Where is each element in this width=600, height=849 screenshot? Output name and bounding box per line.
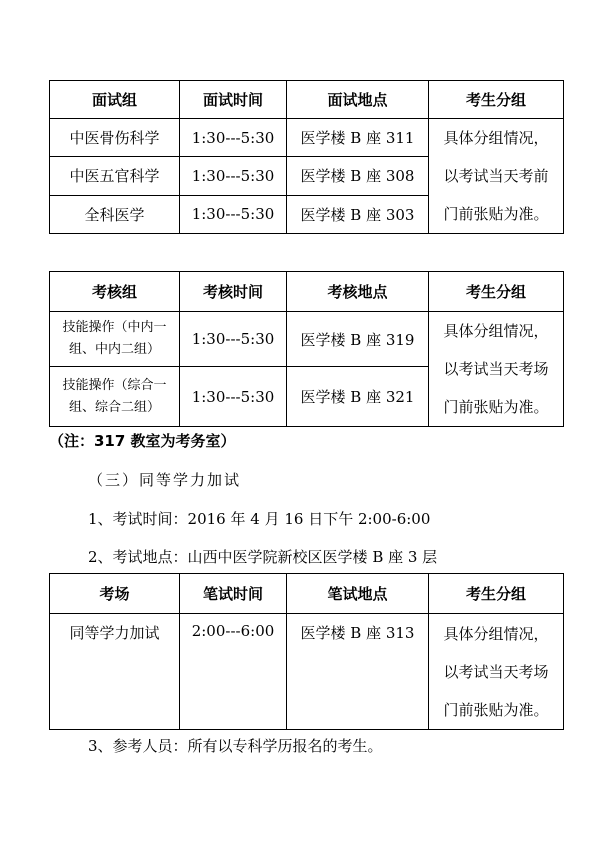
place-cell: 医学楼 B 座 321 <box>287 367 429 427</box>
exam-office-note: （注：317 教室为考务室） <box>49 432 236 450</box>
place-cell: 医学楼 B 座 308 <box>287 157 429 195</box>
time-cell: 1:30---5:30 <box>180 157 287 195</box>
grouping-note-cell <box>429 312 564 427</box>
place-cell: 医学楼 B 座 311 <box>287 119 429 157</box>
table-row <box>50 119 564 157</box>
time-cell: 1:30---5:30 <box>180 195 287 233</box>
group-line: 组、中内二组） <box>68 342 160 358</box>
grouping-note-line: 具体分组情况， <box>443 129 549 147</box>
time-cell: 1:30---5:30 <box>180 367 287 427</box>
group-cell: 全科医学 <box>50 195 180 233</box>
header-interview-time: 面试时间 <box>180 81 287 119</box>
exam-time-item: 1、考试时间：2016 年 4 月 16 日下午 2:00-6:00 <box>88 510 431 528</box>
group-cell: 中医骨伤科学 <box>50 119 180 157</box>
group-line: 组、综合二组） <box>68 399 160 415</box>
interview-table <box>49 80 564 234</box>
group-cell <box>50 367 180 427</box>
header-assessment-place: 考核地点 <box>287 272 429 312</box>
assessment-table <box>49 271 564 427</box>
grouping-note-line: 具体分组情况， <box>443 624 549 643</box>
group-cell: 同等学力加试 <box>50 614 180 730</box>
table-row <box>50 312 564 367</box>
grouping-note-line: 具体分组情况， <box>443 322 549 340</box>
grouping-note-line: 以考试当天考场 <box>443 360 549 378</box>
group-cell: 中医五官科学 <box>50 157 180 195</box>
group-cell <box>50 312 180 367</box>
grouping-note-cell <box>429 119 564 234</box>
header-candidate-group: 考生分组 <box>429 272 564 312</box>
grouping-note-line: 以考试当天考前 <box>443 167 549 185</box>
exam-location-item: 2、考试地点：山西中医学院新校区医学楼 B 座 3 层 <box>88 548 438 566</box>
grouping-note-line: 门前张贴为准。 <box>443 205 549 223</box>
place-cell: 医学楼 B 座 303 <box>287 195 429 233</box>
header-assessment-time: 考核时间 <box>180 272 287 312</box>
participants-item: 3、参考人员：所有以专科学历报名的考生。 <box>88 737 383 755</box>
header-candidate-group: 考生分组 <box>429 81 564 119</box>
grouping-note-line: 门前张贴为准。 <box>443 398 549 416</box>
grouping-note-cell <box>429 614 564 730</box>
header-candidate-group: 考生分组 <box>429 574 564 614</box>
header-assessment-group: 考核组 <box>50 272 180 312</box>
header-written-time: 笔试时间 <box>180 574 287 614</box>
section-title: （三）同等学力加试 <box>88 471 242 489</box>
table-row <box>50 614 564 730</box>
grouping-note-line: 以考试当天考场 <box>443 662 549 681</box>
place-cell: 医学楼 B 座 313 <box>287 614 429 730</box>
time-cell: 1:30---5:30 <box>180 119 287 157</box>
group-line: 技能操作（综合一 <box>62 377 167 393</box>
header-written-place: 笔试地点 <box>287 574 429 614</box>
header-interview-place: 面试地点 <box>287 81 429 119</box>
equivalent-exam-table <box>49 573 564 730</box>
place-cell: 医学楼 B 座 319 <box>287 312 429 367</box>
group-line: 技能操作（中内一 <box>62 320 167 336</box>
grouping-note-line: 门前张贴为准。 <box>443 700 549 719</box>
header-interview-group: 面试组 <box>50 81 180 119</box>
header-exam-room: 考场 <box>50 574 180 614</box>
time-cell: 1:30---5:30 <box>180 312 287 367</box>
time-cell: 2:00---6:00 <box>180 614 287 730</box>
